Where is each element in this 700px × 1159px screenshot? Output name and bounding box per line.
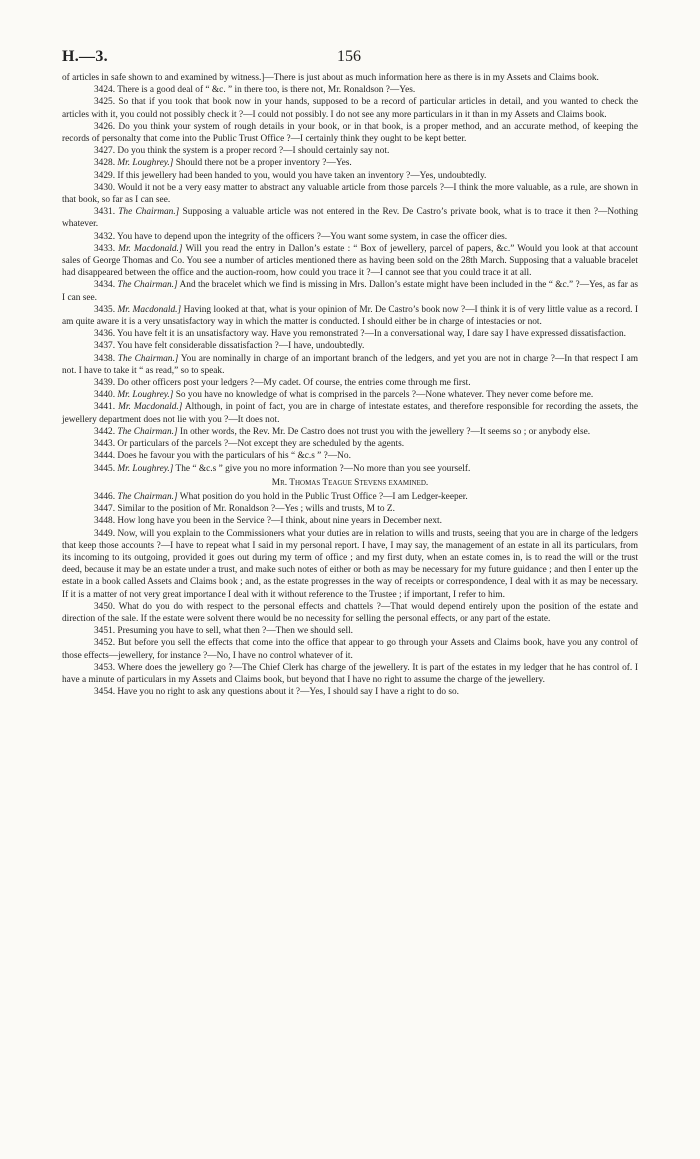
question-number: 3428. [94,158,116,169]
paragraph [62,72,638,84]
question-3443 [62,438,638,450]
section-heading: Mr. Thomas Teague Stevens examined. [271,477,429,488]
question-text: What do you do with respect to the personal effects and chattels ?—That would depend entirely upon the position of the estate and direction of the sale. If the estate were solvent there would be no necessity for selling the personal effects, or any part of the estate. [62,601,639,624]
page-header [62,48,636,70]
page-body [62,72,638,698]
speaker: The Chairman.] [117,426,178,437]
question-text: Should there not be a proper inventory ?—Yes. [175,158,352,169]
question-3444 [62,450,638,462]
question-text: How long have you been in the Service ?—I think, about nine years in December next. [117,516,442,527]
question-text: Do you think the system is a proper record ?—I should certainly say not. [117,146,390,157]
question-number: 3426. [94,121,116,132]
question-3454 [62,686,638,698]
question-text: Have you no right to ask any questions about it ?—Yes, I should say I have a right to do so. [117,687,459,698]
question-3424 [62,84,638,96]
question-text: Or particulars of the parcels ?—Not except they are scheduled by the agents. [117,439,405,450]
question-number: 3447. [94,504,116,515]
question-text: But before you sell the effects that come into the office that appear to go through your Assets and Claims book, have you any control of those effects—jewellery, for instance ?—No, I have no control whatever of it. [62,638,638,661]
question-3438 [62,353,638,377]
question-number: 3439. [94,378,116,389]
question-3453 [62,662,638,686]
question-number: 3429. [94,170,116,181]
question-3440 [62,389,638,401]
question-number: 3430. [94,182,116,193]
question-number: 3433. [94,243,116,254]
speaker: The Chairman.] [117,280,178,291]
question-number: 3448. [94,516,116,527]
question-number: 3437. [94,341,116,352]
question-text: Does he favour you with the particulars of his “ &c.s ” ?—No. [117,451,351,462]
question-3430 [62,182,638,206]
speaker: Mr. Macdonald.] [117,304,182,315]
question-3427 [62,145,638,157]
question-number: 3452. [94,638,116,649]
page-number: 156 [337,48,361,65]
question-3434 [62,279,638,303]
question-3441 [62,401,638,425]
question-text: Will you read the entry in Dallon’s estate : “ Box of jewellery, parcel of papers, &c.” Would you look at that account sales of George Thomas and Co. You see a number of articles mentioned there as having been sold on the 28th March. Supposing that a valuable bracelet had disappeared between the office and the auction-room, how could you trace it ?—I cannot see that you could trace it at all. [62,243,638,279]
question-number: 3424. [94,85,116,96]
question-number: 3445. [94,463,116,474]
question-3432 [62,231,638,243]
question-3447 [62,503,638,515]
question-number: 3432. [94,231,116,242]
question-number: 3438. [94,353,116,364]
question-3425 [62,96,638,120]
question-3428 [62,157,638,169]
question-3435 [62,304,638,328]
question-text: Supposing a valuable article was not entered in the Rev. De Castro’s private book, what is to trace it then ?—Nothing whatever. [62,207,638,230]
question-3445 [62,463,638,475]
question-3442 [62,426,638,438]
question-number: 3440. [94,390,116,401]
question-number: 3434. [94,280,116,291]
question-text: Similar to the position of Mr. Ronaldson ?—Yes ; wills and trusts, M to Z. [117,504,395,515]
question-3437 [62,340,638,352]
question-text: Would it not be a very easy matter to abstract any valuable article from those parcels ?—I think the more valuable, as a rule, are shown in that book, so far as I can see. [62,182,638,206]
question-number: 3453. [94,662,116,673]
question-3452 [62,637,638,661]
question-number: 3443. [94,439,116,450]
speaker: The Chairman.] [117,491,178,502]
speaker: Mr. Loughrey.] [117,463,174,474]
question-text: You have to depend upon the integrity of the officers ?—You want some system, in case the officer dies. [117,231,508,242]
speaker: The Chairman.] [118,207,180,218]
question-text: The “ &c.s ” give you no more information ?—No more than you see yourself. [175,463,471,474]
question-number: 3427. [94,146,116,157]
question-3431 [62,206,638,230]
question-3449 [62,528,638,601]
question-text: And the bracelet which we find is missing in Mrs. Dallon’s estate might have been included in the “ &c.” ?—Yes, as far as I can see. [62,280,639,303]
question-text: Where does the jewellery go ?—The Chief Clerk has charge of the jewellery. It is part of the estates in my ledger that he has control of. I have a minute of particulars in my Assets and Claims book, but beyond that I have no right to assume the charge of the jewellery. [62,662,638,685]
question-text: So you have no knowledge of what is comprised in the parcels ?—None whatever. They never come before me. [175,390,594,401]
question-text: If this jewellery had been handed to you, would you have taken an inventory ?—Yes, undoubtedly. [117,170,487,181]
paragraph-text: of articles in safe shown to and examined by witness.]—There is just about as much information here as there is in my Assets and Claims book. [62,73,599,83]
speaker: Mr. Loughrey.] [117,158,174,169]
question-number: 3451. [94,626,116,637]
speaker: The Chairman.] [117,353,179,364]
question-number: 3425. [94,97,116,108]
question-text: So that if you took that book now in your hands, supposed to be a record of particular articles in detail, and you wanted to check the articles with it, you could not possibly check it ?—I could not possibly. I do not see any more particulars in it than in my Assets and Claims book. [62,97,638,120]
question-text: You have felt it is an unsatisfactory way. Have you remonstrated ?—In a conversational way, I dare say I have expressed dissatisfaction. [117,329,627,340]
question-number: 3431. [94,207,116,218]
question-3439 [62,377,638,389]
question-text: You are nominally in charge of an important branch of the ledgers, and yet you are not in charge ?—In that respect I am not. I have to take it “ as read,” so to speak. [62,353,638,376]
question-3451 [62,625,638,637]
question-text: You have felt considerable dissatisfaction ?—I have, undoubtedly. [117,341,365,352]
question-3436 [62,328,638,340]
document-reference: H.—3. [62,48,108,65]
question-3448 [62,515,638,527]
question-number: 3442. [94,426,116,437]
question-3433 [62,243,638,280]
question-text: Do you think your system of rough details in your book, or in that book, is a proper method, and an accurate method, of keeping the records of personalty that come into the Public Trust Office ?—I certainly think they ought to be kept better. [62,121,638,145]
question-text: What position do you hold in the Public Trust Office ?—I am Ledger-keeper. [179,491,468,502]
question-number: 3444. [94,451,116,462]
question-number: 3435. [94,304,116,315]
question-text: There is a good deal of “ &c. ” in there too, is there not, Mr. Ronaldson ?—Yes. [117,85,416,96]
question-number: 3450. [94,601,116,612]
question-text: Having looked at that, what is your opinion of Mr. De Castro’s book now ?—I think it is of very little value as a record. I am quite aware it is a very unsatisfactory way in which the matter is conducted. I should either be in charge of intestacies or not. [62,304,638,328]
question-3429 [62,170,638,182]
speaker: Mr. Macdonald.] [118,402,183,413]
question-text: In other words, the Rev. Mr. De Castro does not trust you with the jewellery ?—It seems so ; or anybody else. [179,426,591,437]
question-number: 3441. [94,402,116,413]
question-3426 [62,121,638,145]
question-3450 [62,601,638,625]
question-text: Presuming you have to sell, what then ?—Then we should sell. [117,626,354,637]
question-number: 3454. [94,687,116,698]
question-text: Although, in point of fact, you are in charge of intestate estates, and therefore responsible for recording the assets, the jewellery department does not lie with you ?—It does not. [62,402,638,425]
question-number: 3446. [94,491,116,502]
question-text: Do other officers post your ledgers ?—My cadet. Of course, the entries come through me first. [117,378,471,389]
question-number: 3436. [94,329,116,340]
question-3446 [62,491,638,503]
speaker: Mr. Macdonald.] [118,243,183,254]
question-number: 3449. [94,528,116,539]
question-text: Now, will you explain to the Commissioners what your duties are in relation to wills and trusts, seeing that you are in charge of the ledgers that keep those accounts ?—I have to repeat what I said in my personal report. I have, I may say, the management of an estate in all its particulars, from its incoming to its outgoing, provided it goes out during my term of office ; and my first duty, when an estate comes in, is to read the will or the trust deed, because it may be an estate under a trust, and make such notes of either or both as may be necessary for my future guidance ; and then I enter up the estate in a book called Assets and Claims book ; and, as the estate progresses in the way of receipts or correspondence, I deal with it as may be necessary. If it is a matter of not very great importance I deal with it without reference to the Trustee ; if important, I refer to him. [62,528,638,600]
speaker: Mr. Loughrey.] [117,390,174,401]
